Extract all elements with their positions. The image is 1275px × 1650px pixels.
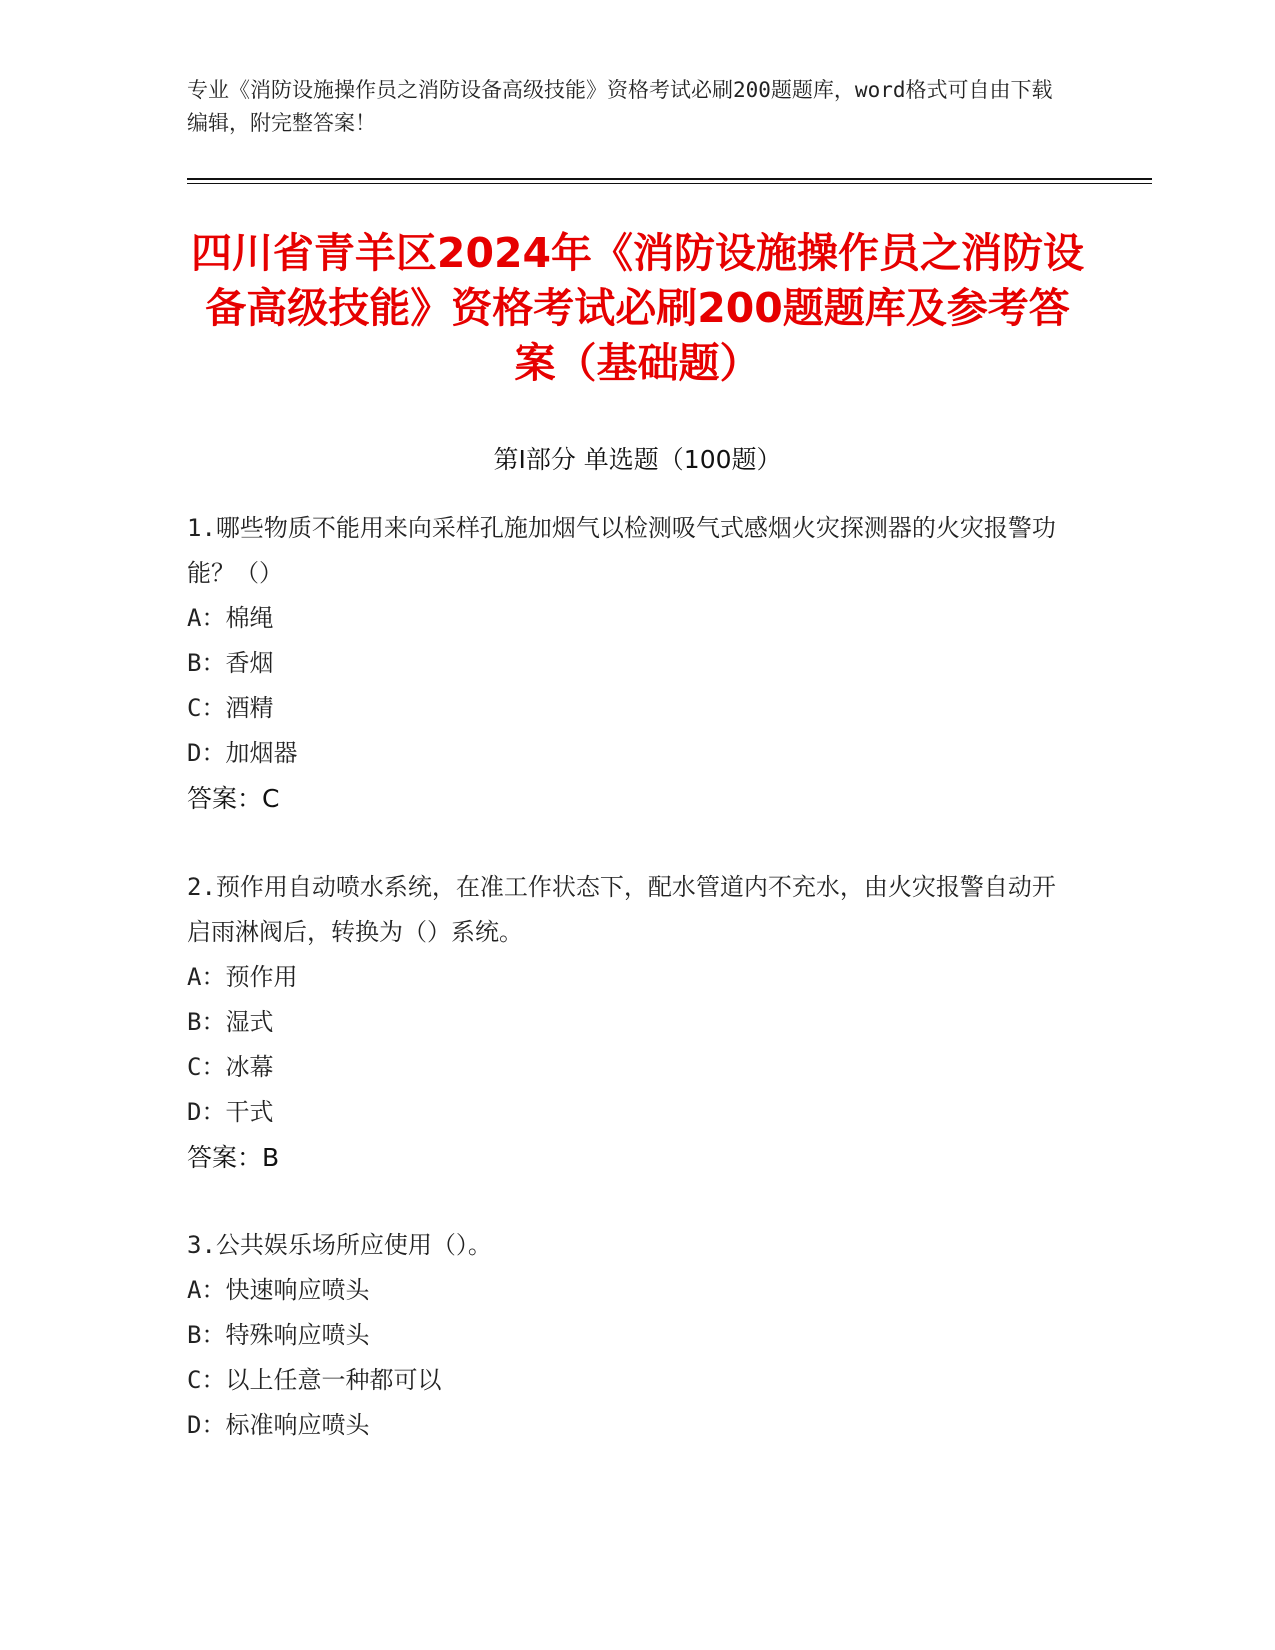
- document-title: 四川省青羊区2024年《消防设施操作员之消防设备高级技能》资格考试必刷200题题库及参考答案（基础题）: [190, 229, 1085, 387]
- question-1: [187, 506, 1067, 821]
- question-text: 3.公共娱乐场所应使用（）。: [187, 1231, 492, 1259]
- header-rule-thin: [187, 183, 1152, 184]
- option-a: A：预作用: [187, 963, 298, 991]
- option-d: D：标准响应喷头: [187, 1411, 370, 1439]
- answer: 答案：B: [187, 1143, 280, 1172]
- question-2: [187, 865, 1067, 1180]
- option-a: A：快速响应喷头: [187, 1276, 370, 1304]
- option-c: C：冰幕: [187, 1053, 274, 1081]
- option-b: B：特殊响应喷头: [187, 1321, 370, 1349]
- question-3: [187, 1223, 1067, 1448]
- option-c: C：以上任意一种都可以: [187, 1366, 442, 1394]
- option-c: C：酒精: [187, 694, 274, 722]
- header-note: 专业《消防设施操作员之消防设备高级技能》资格考试必刷200题题库，word格式可自由下载编辑，附完整答案！: [187, 78, 1053, 135]
- question-text: 2.预作用自动喷水系统，在准工作状态下，配水管道内不充水，由火灾报警自动开启雨淋阀后，转换为（）系统。: [187, 873, 1056, 946]
- section-title: 第Ⅰ部分 单选题（100题）: [493, 445, 782, 474]
- option-a: A：棉绳: [187, 604, 274, 632]
- header-rule-thick: [187, 178, 1152, 180]
- option-d: D：加烟器: [187, 739, 298, 767]
- answer: 答案：C: [187, 784, 280, 813]
- option-b: B：香烟: [187, 649, 274, 677]
- option-d: D：干式: [187, 1098, 274, 1126]
- question-text: 1.哪些物质不能用来向采样孔施加烟气以检测吸气式感烟火灾探测器的火灾报警功能？（）: [187, 514, 1056, 587]
- option-b: B：湿式: [187, 1008, 274, 1036]
